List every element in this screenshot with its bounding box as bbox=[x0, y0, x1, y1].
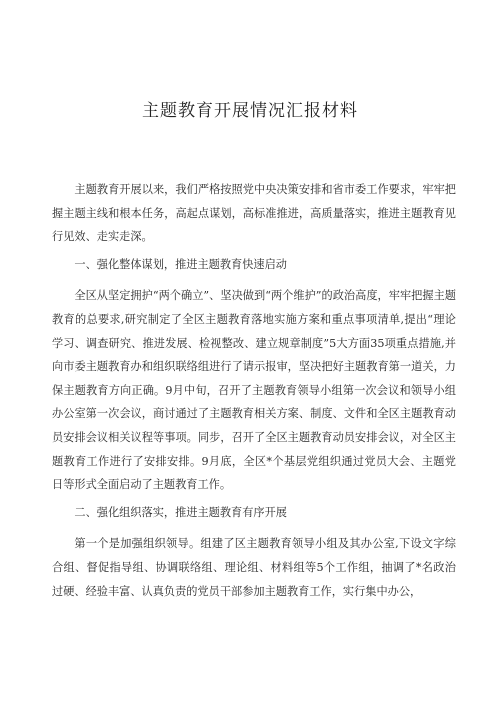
intro-paragraph: 主题教育开展以来，我们严格按照党中央决策安排和省市委工作要求，牢牢把握主题主线和根本任务，高起点谋划，高标准推进，高质量落实，推进主题教育见行见效、走实走深。 bbox=[52, 183, 456, 244]
section-2-paragraph: 第一个是加强组织领导。组建了区主题教育领导小组及其办公室,下设文字综合组、督促指导组、协调联络组、理论组、材料组等5个工作组，抽调了*名政治过硬、经验丰富、认真负责的党员干部参加主题教育工作，实行集中办公， bbox=[52, 537, 456, 598]
section-heading-2: 二、强化组织落实，推进主题教育有序开展 bbox=[74, 505, 287, 519]
section-heading-1: 一、强化整体谋划，推进主题教育快速启动 bbox=[74, 257, 287, 271]
section-1-paragraph: 全区从坚定拥护“两个确立”、坚决做到“两个维护”的政治高度，牢牢把握主题教育的总要求,研究制定了全区主题教育落地实施方案和重点事项清单,提出“理论学习、调查研究、推进发展、检视整改、建立规章制度”5大方面35项重点措施,并向市委主题教育办和组织联络组进行了请示报审，坚决把好主题教育第一道关，力保主题教育方向正确。9月中旬，召开了主题教育领导小组第一次会议和领导小组办公室第一次会议，商讨通过了主题教育相关方案、制度、文件和全区主题教育动员安排会议相关议程等事项。同步，召开了全区主题教育动员安排会议，对全区主题教育工作进行了安排安排。9月底，全区*个基层党组织通过党员大会、主题党日等形式全面启动了主题教育工作。 bbox=[52, 289, 456, 492]
document-title: 主题教育开展情况汇报材料 bbox=[142, 101, 358, 121]
document-body bbox=[52, 178, 456, 603]
